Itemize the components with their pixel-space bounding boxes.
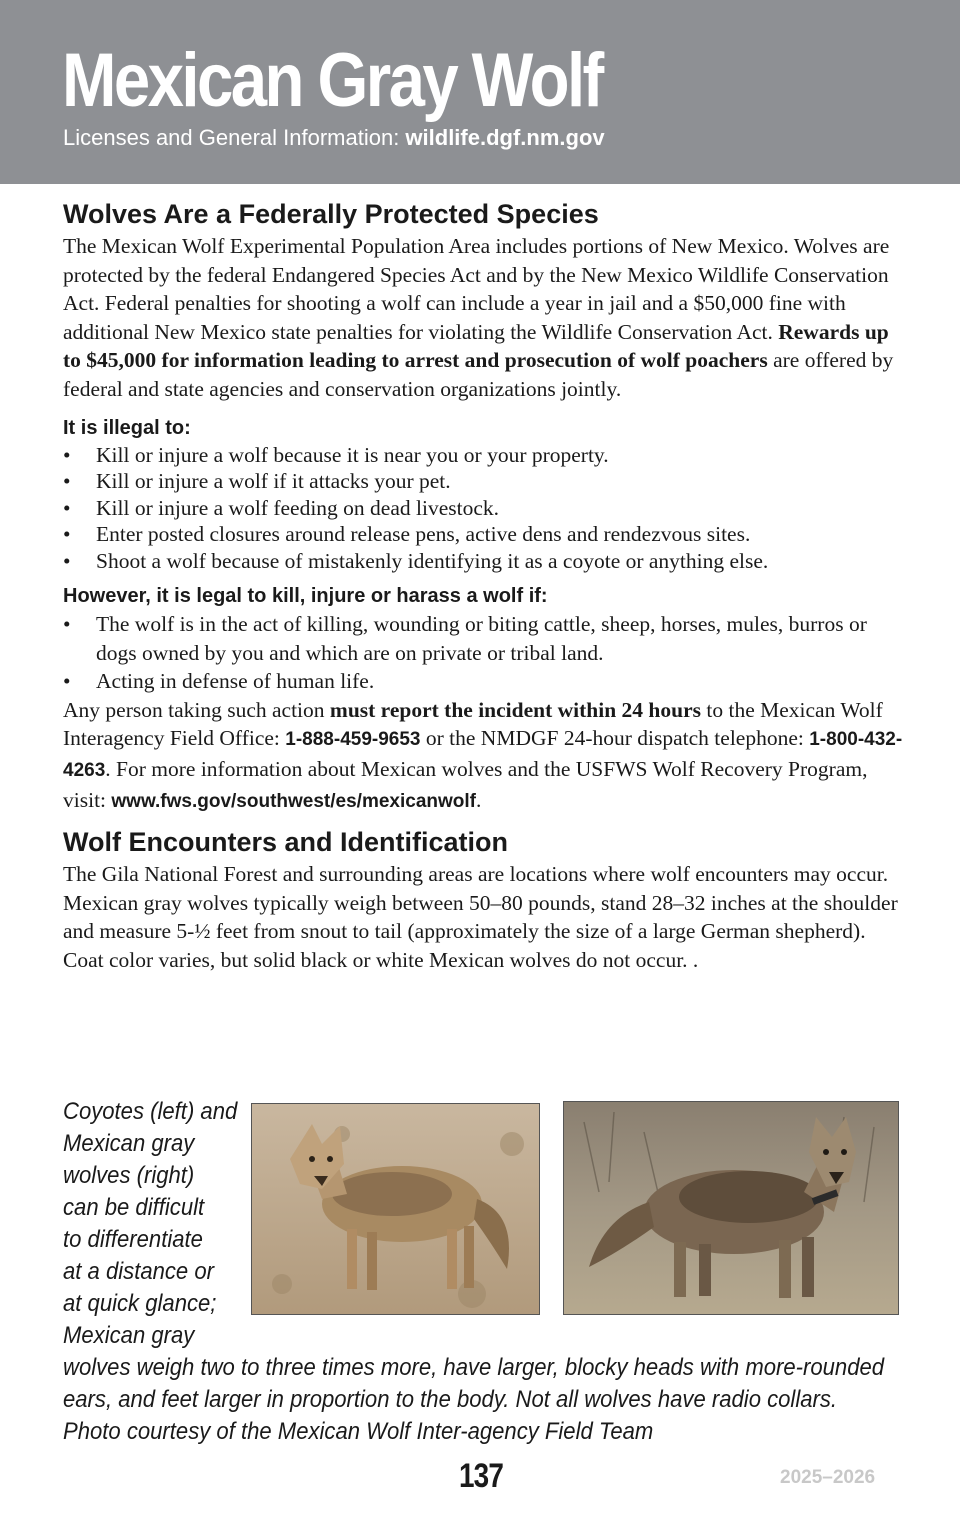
caption-line: at a distance or — [63, 1258, 214, 1285]
legal-heading: However, it is legal to kill, injure or harass a wolf if: — [63, 585, 548, 608]
page-title: Mexican Gray Wolf — [62, 38, 602, 123]
legal-list — [63, 610, 903, 696]
caption-narrow — [63, 1096, 247, 1352]
list-item-text: Acting in defense of human life. — [96, 669, 375, 694]
list-item: • Shoot a wolf because of mistakenly identifying it as a coyote or anything else. — [63, 548, 769, 573]
list-item: • Kill or injure a wolf if it attacks your pet. — [63, 469, 451, 494]
list-item-text: Kill or injure a wolf feeding on dead livestock. — [96, 495, 500, 520]
wolf-illustration — [564, 1102, 898, 1314]
caption-line: Coyotes (left) and — [63, 1098, 238, 1125]
page-number: 137 — [459, 1457, 504, 1495]
report-deadline: must report the incident within 24 hours — [329, 697, 702, 722]
illegal-list — [63, 442, 903, 575]
caption-line: wolves weigh two to three times more, have larger, blocky heads with more-rounded — [63, 1354, 885, 1381]
list-item: • Kill or injure a wolf because it is near you or your property. — [63, 442, 609, 467]
report-text-e: . — [476, 787, 482, 812]
list-item: • Acting in defense of human life. — [63, 669, 375, 694]
list-item-text: The wolf is in the act of killing, wounding or biting cattle, sheep, horses, mules, burros or dogs owned by you and which are on private or tribal land. — [96, 612, 867, 665]
list-item-text: Shoot a wolf because of mistakenly identifying it as a coyote or anything else. — [96, 548, 769, 573]
wolf-photo — [563, 1101, 899, 1315]
caption-line: Photo courtesy of the Mexican Wolf Inter-agency Field Team — [63, 1418, 654, 1445]
section1-para-bold: Rewards up to $45,000 for information leading to arrest and prosecution of wolf poachers — [63, 319, 889, 373]
section1-paragraph — [63, 232, 903, 404]
list-item: • Kill or injure a wolf feeding on dead livestock. — [63, 495, 500, 520]
illegal-heading: It is illegal to: — [63, 416, 191, 439]
report-text-d: . For more information about Mexican wolves and the USFWS Wolf Recovery Program, visit: — [63, 757, 868, 812]
report-text-a: Any person taking such action — [63, 697, 330, 722]
subtitle-prefix: Licenses and General Information: — [63, 125, 406, 150]
report-text-c: or the NMDGF 24-hour dispatch telephone: — [420, 726, 810, 751]
coyote-photo — [251, 1103, 540, 1315]
report-paragraph — [63, 696, 903, 816]
caption-line: Mexican gray — [63, 1322, 195, 1349]
header-banner — [0, 0, 960, 184]
list-item-text: Kill or injure a wolf because it is near you or your property. — [96, 442, 609, 467]
caption-line: Mexican gray — [63, 1130, 195, 1157]
dispatch-phone[interactable]: 1-800-432-4263 — [63, 729, 903, 782]
list-item: • The wolf is in the act of killing, wounding or biting cattle, sheep, horses, mules, burros or dogs owned by you and which are on private or tribal land. — [63, 612, 867, 665]
fws-link[interactable]: www.fws.gov/southwest/es/mexicanwolf — [111, 790, 476, 812]
caption-line: to differentiate — [63, 1226, 203, 1253]
coyote-illustration — [252, 1104, 539, 1314]
caption-line: can be difficult — [63, 1194, 205, 1221]
list-item-text: Enter posted closures around release pens, active dens and rendezvous sites. — [96, 522, 751, 547]
section1-para-b: are offered by federal and state agencies and conservation organizations jointly. — [63, 348, 894, 401]
caption-line: at quick glance; — [63, 1290, 217, 1317]
list-item-text: Kill or injure a wolf if it attacks your pet. — [96, 469, 451, 494]
edition-year: 2025–2026 — [780, 1467, 876, 1488]
caption-line: wolves (right) — [63, 1162, 195, 1189]
section2-paragraph: The Gila National Forest and surrounding areas are locations where wolf encounters may occur. Mexican gray wolves typically weigh between 50–80 pounds, stand 28–32 inches at the shoulder and measure 5-½ feet from snout to tail (approximately the size of a large German shepherd). Coat color varies, but solid black or white Mexican wolves do not occur. . — [63, 862, 898, 972]
subtitle-url[interactable]: wildlife.dgf.nm.gov — [405, 125, 605, 150]
caption-wide — [63, 1352, 891, 1448]
section1-heading: Wolves Are a Federally Protected Species — [63, 199, 599, 229]
list-item: • Enter posted closures around release pens, active dens and rendezvous sites. — [63, 522, 751, 547]
main-content — [63, 196, 903, 975]
report-text-b: to the Mexican Wolf Interagency Field Office: — [63, 697, 883, 751]
subtitle — [63, 123, 605, 153]
caption-line: ears, and feet larger in proportion to the body. Not all wolves have radio collars. — [63, 1386, 838, 1413]
field-office-phone[interactable]: 1-888-459-9653 — [285, 729, 421, 751]
section2-heading: Wolf Encounters and Identification — [63, 827, 509, 858]
section1-para-a: The Mexican Wolf Experimental Population Area includes portions of New Mexico. Wolves are protected by the federal Endangered Species Act and by the New Mexico Wildlife Conservation Act. Federal penalties for shooting a wolf can include a year in jail and a $50,000 fine with additional New Mexico state penalties for violating the Wildlife Conservation Act. — [63, 234, 890, 344]
